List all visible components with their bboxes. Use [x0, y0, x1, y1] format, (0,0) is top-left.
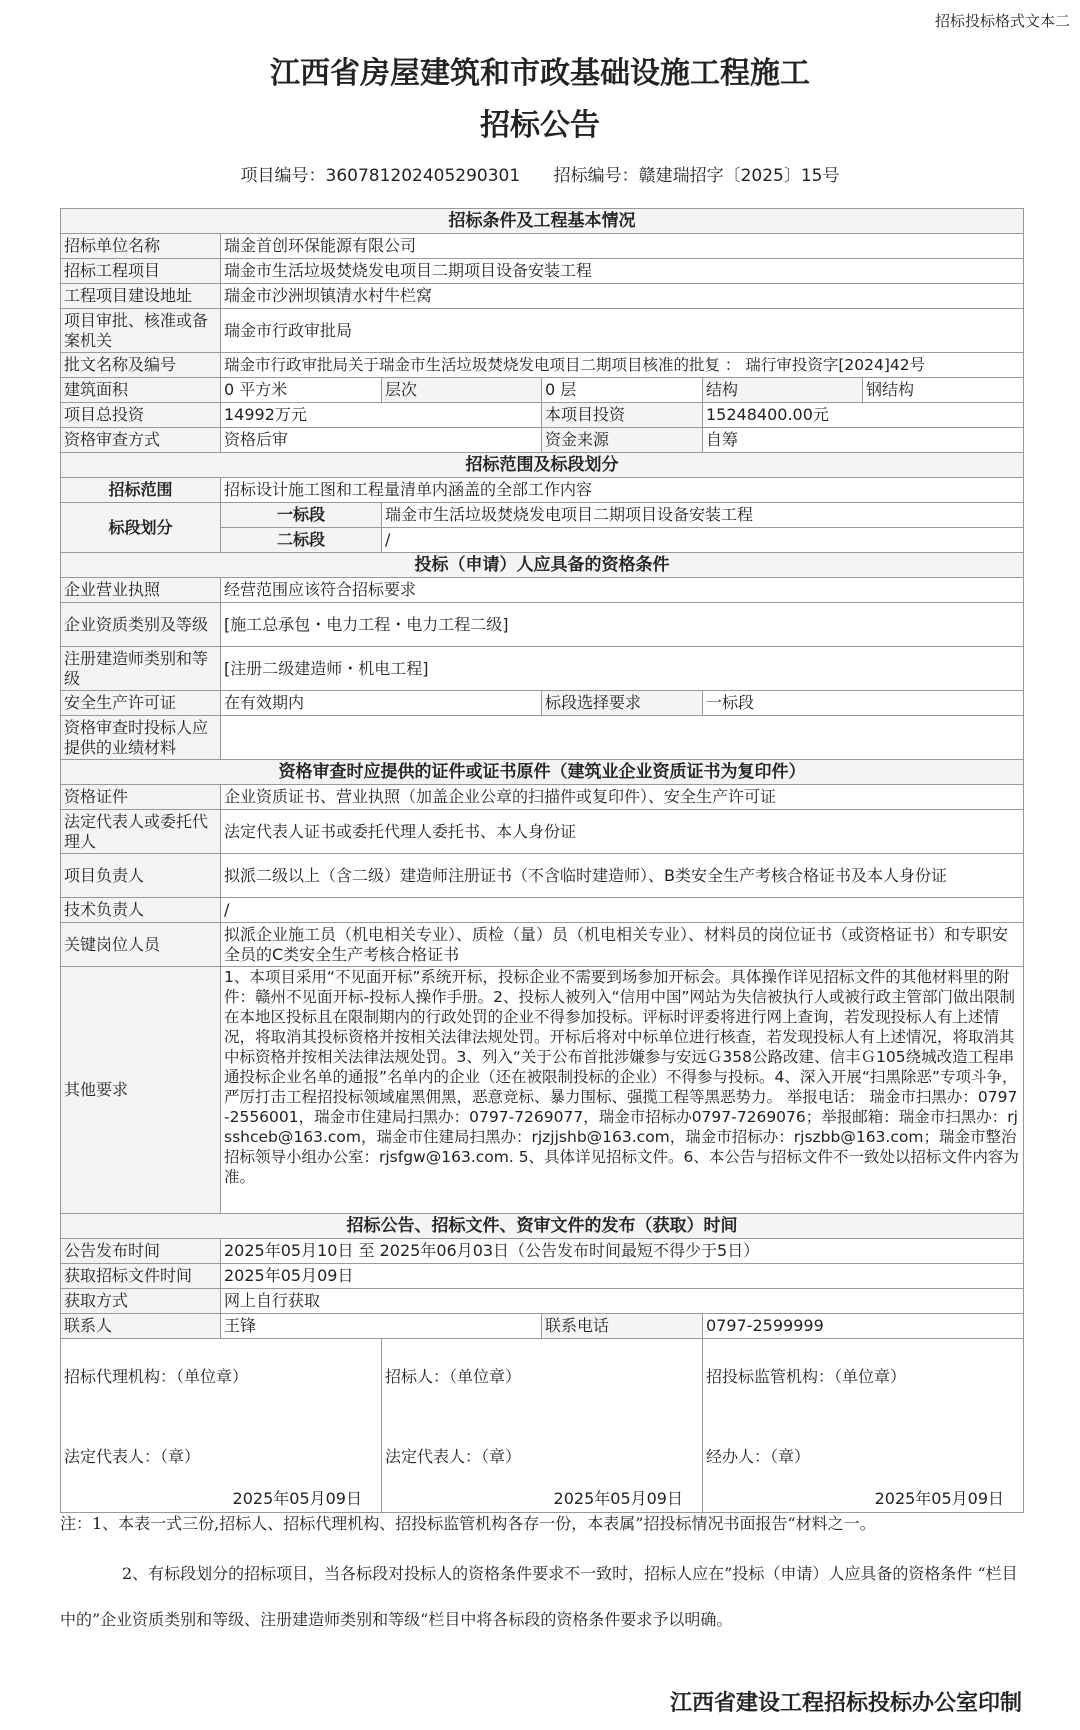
area-label: 建筑面积	[61, 378, 221, 403]
fund-source-label: 资金来源	[542, 428, 703, 453]
table-row	[61, 503, 1024, 528]
contact-value: 王锋	[221, 1314, 542, 1339]
other-requirements-value: 1、本项目采用“不见面开标”系统开标，投标企业不需要到场参加开标会。具体操作详见招标文件的其他材料里的附件：赣州不见面开标-投标人操作手册。2、投标人被列入“信用中国”网站为失信被执行人或被行政主管部门做出限制在本地区投标且在限制期内的行政处罚的企业不得参加投标。评标时评委将进行网上查询，若发现投标人有上述情况，将取消其投标资格并按相关法律法规处罚。开标后将对中标单位进行核查，若发现投标人有上述情况，将取消其中标资格并按相关法律法规处罚。3、列入“关于公布首批涉嫌参与安远Ｇ358公路改建、信丰Ｇ105绕城改造工程串通投标企业名单的通报”名单内的企业（还在被限制投标的企业）不得参与投标。4、深入开展“扫黑除恶”专项斗争，严厉打击工程招投标领域雇黑佣黑，恶意竞标、暴力围标、强揽工程等黑恶势力。 举报电话： 瑞金市扫黑办：0797-2556001，瑞金市住建局扫黑办：0797-7269077，瑞金市招标办0797-7269076；举报邮箱：瑞金市扫黑办：rjsshceb@163.com，瑞金市住建局扫黑办：rjzjjshb@163.com，瑞金市招标办：rjszbb@163.com；瑞金市整治招标领导小组办公室：rjsfgw@163.com. 5、具体详见招标文件。6、本公告与招标文件不一致处以招标文件内容为准。	[221, 967, 1024, 1214]
key-staff-label: 关键岗位人员	[61, 923, 221, 967]
page-subtitle: 招标公告	[480, 108, 600, 143]
lot1-value: 瑞金市生活垃圾焚烧发电项目二期项目设备安装工程	[382, 503, 1024, 528]
phone-value: 0797-2599999	[703, 1314, 1024, 1339]
legal-rep-value: 法定代表人证书或委托代理人委托书、本人身份证	[221, 810, 1024, 854]
lots-label: 标段划分	[61, 503, 221, 553]
section-header-publish: 招标公告、招标文件、资审文件的发布（获取）时间	[61, 1214, 1024, 1239]
approver-value: 瑞金市行政审批局	[221, 309, 1024, 353]
phone-label: 联系电话	[542, 1314, 703, 1339]
contact-label: 联系人	[61, 1314, 221, 1339]
technical-lead-value: /	[221, 898, 1024, 923]
table-row	[61, 923, 1024, 967]
table-row	[61, 478, 1024, 503]
approver-label: 项目审批、核准或备案机关	[61, 309, 221, 353]
table-row	[61, 578, 1024, 603]
project-value: 瑞金市生活垃圾焚烧发电项目二期项目设备安装工程	[221, 259, 1024, 284]
address-label: 工程项目建设地址	[61, 284, 221, 309]
tenderer-label: 招标单位名称	[61, 234, 221, 259]
qualification-grade-label: 企业资质类别及等级	[61, 603, 221, 647]
approval-label: 批文名称及编号	[61, 353, 221, 378]
supervisor-date: 2025年05月09日	[874, 1489, 1005, 1508]
scope-label: 招标范围	[61, 478, 221, 503]
supervisor-seal-label: 招投标监管机构：（单位章）	[706, 1367, 907, 1386]
certificates-value: 企业资质证书、营业执照（加盖企业公章的扫描件或复印件）、安全生产许可证	[221, 785, 1024, 810]
table-row	[61, 898, 1024, 923]
publish-time-value: 2025年05月10日 至 2025年06月03日（公告发布时间最短不得少于5日）	[221, 1239, 1024, 1264]
table-row	[61, 603, 1024, 647]
table-row	[61, 1239, 1024, 1264]
structure-label: 结构	[703, 378, 863, 403]
acquisition-method-label: 获取方式	[61, 1289, 221, 1314]
signature-row	[61, 1339, 1024, 1513]
license-value: 经营范围应该符合招标要求	[221, 578, 1024, 603]
document-numbers	[0, 161, 1080, 186]
qualification-grade-value: [施工总承包・电力工程・电力工程二级]	[221, 603, 1024, 647]
area-value: 0 平方米	[221, 378, 382, 403]
safety-license-label: 安全生产许可证	[61, 691, 221, 716]
signature-tenderer	[382, 1339, 703, 1513]
table-row	[61, 1264, 1024, 1289]
page-title: 江西省房屋建筑和市政基础设施工程施工	[270, 56, 810, 91]
agency-rep-label: 法定代表人：（章）	[64, 1447, 201, 1466]
table-row	[61, 810, 1024, 854]
table-row	[61, 1314, 1024, 1339]
approval-value: 瑞金市行政审批局关于瑞金市生活垃圾焚烧发电项目二期项目核准的批复 ： 瑞行审投资字[2024]42号	[221, 353, 1024, 378]
section-header-qualification: 投标（申请）人应具备的资格条件	[61, 553, 1024, 578]
lot-selection-value: 一标段	[703, 691, 1024, 716]
fund-source-value: 自筹	[703, 428, 1024, 453]
document-time-label: 获取招标文件时间	[61, 1264, 221, 1289]
table-row	[61, 854, 1024, 898]
table-row	[61, 378, 1024, 403]
note-2: 2、有标段划分的招标项目，当各标段对投标人的资格条件要求不一致时，招标人应在”投标（申请）人应具备的资格条件 “栏目中的”企业资质类别和等级、注册建造师类别和等级“栏目中将各标段的资格条件要求予以明确。	[60, 1564, 1018, 1629]
announcement-table	[60, 208, 1024, 1513]
builder-grade-label: 注册建造师类别和等级	[61, 647, 221, 691]
tenderer-value: 瑞金首创环保能源有限公司	[221, 234, 1024, 259]
printer-footer: 江西省建设工程招标投标办公室印制	[669, 1691, 1022, 1716]
table-row	[61, 403, 1024, 428]
agency-date: 2025年05月09日	[232, 1489, 362, 1508]
section-header-conditions: 招标条件及工程基本情况	[61, 209, 1024, 234]
project-investment-value: 15248400.00元	[703, 403, 1024, 428]
lot2-label: 二标段	[221, 528, 382, 553]
project-manager-label: 项目负责人	[61, 854, 221, 898]
note-1: 注：1、本表一式三份,招标人、招标代理机构、招投标监管机构各存一份，本表属”招投标情况书面报告“材料之一。	[60, 1514, 876, 1533]
project-label: 招标工程项目	[61, 259, 221, 284]
safety-license-value: 在有效期内	[221, 691, 542, 716]
project-number: 项目编号：360781202405290301	[240, 166, 521, 186]
publish-time-label: 公告发布时间	[61, 1239, 221, 1264]
table-row	[61, 259, 1024, 284]
builder-grade-value: [注册二级建造师・机电工程]	[221, 647, 1024, 691]
signature-supervisor	[703, 1339, 1024, 1513]
project-manager-value: 拟派二级以上（含二级）建造师注册证书（不含临时建造师）、B类安全生产考核合格证书及本人身份证	[221, 854, 1024, 898]
document-form-label: 招标投标格式文本二	[934, 12, 1070, 30]
project-investment-label: 本项目投资	[542, 403, 703, 428]
review-method-label: 资格审查方式	[61, 428, 221, 453]
certificates-label: 资格证件	[61, 785, 221, 810]
document-time-value: 2025年05月09日	[221, 1264, 1024, 1289]
table-row	[61, 1289, 1024, 1314]
table-row	[61, 716, 1024, 760]
license-label: 企业营业执照	[61, 578, 221, 603]
address-value: 瑞金市沙洲坝镇清水村牛栏窝	[221, 284, 1024, 309]
tenderer-date: 2025年05月09日	[553, 1489, 683, 1508]
agency-seal-label: 招标代理机构：（单位章）	[64, 1367, 249, 1386]
tenderer-seal-label: 招标人：（单位章）	[385, 1367, 522, 1386]
table-row	[61, 647, 1024, 691]
table-row	[61, 353, 1024, 378]
table-row	[61, 428, 1024, 453]
lot1-label: 一标段	[221, 503, 382, 528]
other-requirements-label: 其他要求	[61, 967, 221, 1214]
performance-label: 资格审查时投标人应提供的业绩材料	[61, 716, 221, 760]
signature-agency	[61, 1339, 382, 1513]
acquisition-method-value: 网上自行获取	[221, 1289, 1024, 1314]
bid-number: 招标编号：赣建瑞招字〔2025〕15号	[553, 166, 840, 186]
key-staff-value: 拟派企业施工员（机电相关专业）、质检（量）员（机电相关专业）、材料员的岗位证书（或资格证书）和专职安全员的C类安全生产考核合格证书	[221, 923, 1024, 967]
table-row	[61, 309, 1024, 353]
supervisor-handler-label: 经办人：（章）	[706, 1447, 811, 1466]
table-row	[61, 785, 1024, 810]
floors-value: 0 层	[542, 378, 703, 403]
floors-label: 层次	[382, 378, 542, 403]
review-method-value: 资格后审	[221, 428, 542, 453]
section-header-certificates: 资格审查时应提供的证件或证书原件（建筑业企业资质证书为复印件）	[61, 760, 1024, 785]
table-row	[61, 967, 1024, 1214]
scope-value: 招标设计施工图和工程量清单内涵盖的全部工作内容	[221, 478, 1024, 503]
technical-lead-label: 技术负责人	[61, 898, 221, 923]
table-row	[61, 284, 1024, 309]
lot-selection-label: 标段选择要求	[542, 691, 703, 716]
table-row	[61, 691, 1024, 716]
section-header-scope: 招标范围及标段划分	[61, 453, 1024, 478]
total-investment-value: 14992万元	[221, 403, 542, 428]
total-investment-label: 项目总投资	[61, 403, 221, 428]
table-row	[61, 234, 1024, 259]
lot2-value: /	[382, 528, 1024, 553]
tenderer-rep-label: 法定代表人：（章）	[385, 1447, 522, 1466]
legal-rep-label: 法定代表人或委托代理人	[61, 810, 221, 854]
performance-value	[221, 716, 1024, 760]
structure-value: 钢结构	[863, 378, 1024, 403]
